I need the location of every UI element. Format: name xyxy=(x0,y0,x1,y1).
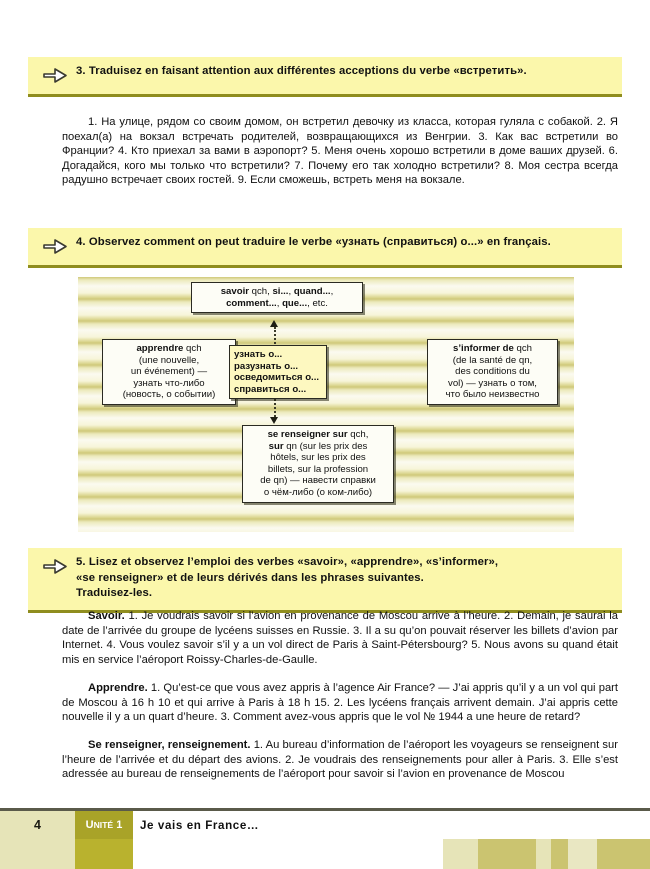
apprendre-line-3: un événement) — xyxy=(130,366,208,378)
sinformer-line-3: des conditions du xyxy=(455,366,530,378)
exercise-3-header xyxy=(28,57,622,97)
verb-translation-diagram xyxy=(78,277,574,532)
sinformer-line-2: (de la santé de qn, xyxy=(452,354,533,366)
savoir-text: 1. Je voudrais savoir si l’avion en provenance de Moscou arrive à l’heure. 2. Demain, je saurai la date de l’arrivée du groupe de lycéens suisses en Russie. 3. Il a su qu’on pouvait réserver les billets d’avion par Internet. 4. Vous voulez savoir s’il y a un vol direct de Paris à Saint-Pétersbourg? 5. Nous avons su quand était mis en service l’aéroport Roissy-Charles-de-Gaulle. xyxy=(62,610,618,666)
diagram-box-apprendre xyxy=(102,339,236,405)
exercise-5-heading-text xyxy=(76,555,612,602)
strip-4 xyxy=(478,839,536,869)
apprendre-text: 1. Qu’est-ce que vous avez appris à l’agence Air France? — J’ai appris qu’il y a un vol qui part de Moscou à 16 h 10 et qui arrive à Paris à 18 h 15. 2. Les lycéens français arrivent demain. J’ai appris cette nouvelle il y a un quart d’heure. 3. Comment avez-vous appris que le vol № 1944 a une heure de retard? xyxy=(62,682,618,724)
sinformer-head: s’informer de qch xyxy=(453,343,532,354)
savoir-label: Savoir. xyxy=(88,610,125,622)
sinformer-line-5: что было неизвестно xyxy=(445,389,540,401)
apprendre-line-2: (une nouvelle, xyxy=(138,354,200,366)
arrow-right-outline-icon xyxy=(42,237,68,257)
savoir-line-2: comment..., que..., etc. xyxy=(226,297,328,309)
exercise-4-header xyxy=(28,228,622,268)
exercise-5-header xyxy=(28,548,622,613)
se-renseigner-line-2: sur qn (sur les prix des xyxy=(268,440,368,452)
apprendre-paragraph xyxy=(62,681,618,725)
se-renseigner-head: se renseigner sur qch, xyxy=(267,429,369,440)
diagram-box-se-renseigner xyxy=(242,425,394,503)
apprendre-head: apprendre qch xyxy=(136,343,202,354)
se-renseigner-paragraph xyxy=(62,738,618,782)
strip-3 xyxy=(443,839,478,869)
arrow-right-outline-icon xyxy=(42,557,68,577)
se-renseigner-text: 1. Au bureau d’information de l’aéroport les voyageurs se renseignent sur l’heure de l’arrivée et du départ des avions. 2. Je voudrais des renseignements pour aller à Paris. 3. Elle s’est adressée au bureau de renseignements de l’aéroport pour savoir si l’avion en provenance de Moscou xyxy=(62,739,618,781)
arrow-right-outline-icon xyxy=(42,66,68,86)
exercise-4-heading-text: 4. Observez comment on peut traduire le verbe «узнать (справиться) о...» en français. xyxy=(76,236,551,248)
se-renseigner-label: Se renseigner, renseignement. xyxy=(88,739,251,751)
strip-1 xyxy=(0,839,75,869)
exercise-3-heading-text: 3. Traduisez en faisant attention aux différentes acceptions du verbe «встретить». xyxy=(76,65,527,77)
sinformer-line-4: vol) — узнать о том, xyxy=(448,377,537,389)
arrowhead-up-icon xyxy=(270,320,278,327)
diagram-box-savoir xyxy=(191,282,363,313)
strip-7 xyxy=(568,839,597,869)
unit-title: Je vais en France… xyxy=(140,818,260,832)
arrowhead-down-icon xyxy=(270,417,278,424)
savoir-paragraph xyxy=(62,609,618,667)
se-renseigner-line-3: hôtels, sur les prix des xyxy=(270,452,366,464)
strip-6 xyxy=(551,839,568,869)
se-renseigner-line-4: billets, sur la profession xyxy=(267,463,369,475)
page-number: 4 xyxy=(34,818,41,832)
apprendre-label: Apprendre. xyxy=(88,682,148,694)
uznat-line-2: разузнать о... xyxy=(234,360,299,372)
decorative-bottom-strips xyxy=(0,839,650,869)
apprendre-line-4: узнать что-либо xyxy=(133,377,205,389)
uznat-line-1: узнать о... xyxy=(234,349,283,360)
diagram-box-uznat xyxy=(229,345,327,399)
apprendre-line-5: (новость, о событии) xyxy=(122,389,216,401)
strip-5 xyxy=(536,839,551,869)
exercise-3-body: 1. На улице, рядом со своим домом, он встретил девочку из класса, которая гуляла с собакой. 2. Я поехал(а) на вокзал встречать родителей, возвращающихся из Венгрии. 3. Как вас встретили во Франции? 4. Кто приехал за вами в аэропорт? 5. Меня очень хорошо встретили в доме ваших друзей. 6. Догадайся, кого мы только что встретили? 7. Почему его так холодно встретили? 8. Моя сестра всегда радушно встречает своих гостей. 9. Если сможешь, встреть меня на вокзале. xyxy=(62,116,618,187)
exercise-5-heading-line-1: 5. Lisez et observez l’emploi des verbes «savoir», «apprendre», «s’informer», xyxy=(76,556,499,568)
unit-badge xyxy=(75,811,133,839)
strip-8 xyxy=(597,839,650,869)
uznat-line-4: справиться о... xyxy=(234,383,307,395)
exercise-5-heading-line-3: Traduisez-les. xyxy=(76,587,153,599)
savoir-line-1: savoir qch, si..., quand..., xyxy=(220,286,334,297)
page-footer xyxy=(0,811,650,839)
exercise-5-heading-line-2: «se renseigner» et de leurs dérivés dans les phrases suivantes. xyxy=(76,571,424,584)
uznat-line-3: осведомиться о... xyxy=(234,372,320,384)
se-renseigner-line-6: о чём-либо (о ком-либо) xyxy=(263,486,373,498)
unit-label: UNITÉ 1 xyxy=(85,819,123,831)
se-renseigner-line-5: de qn) — навести справки xyxy=(260,475,376,487)
diagram-box-sinformer xyxy=(427,339,558,405)
strip-2 xyxy=(75,839,133,869)
